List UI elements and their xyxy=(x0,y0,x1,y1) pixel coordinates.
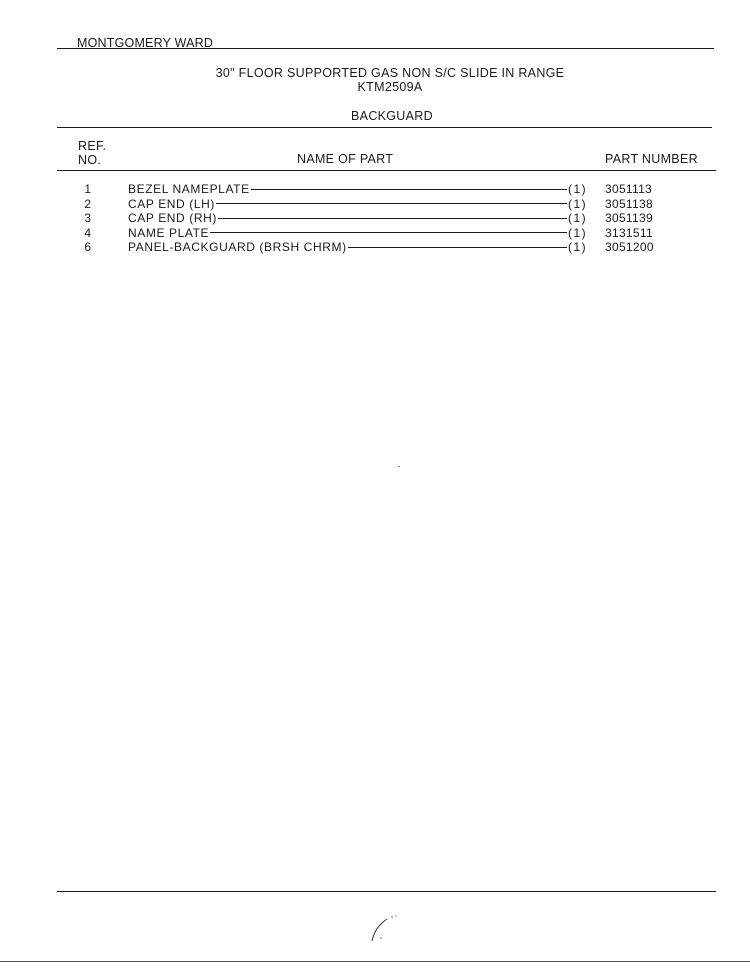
top-divider xyxy=(57,48,714,49)
dot-leader xyxy=(251,189,567,190)
document-title: 30" FLOOR SUPPORTED GAS NON S/C SLIDE IN RANGE xyxy=(215,66,565,80)
part-name: PANEL-BACKGUARD (BRSH CHRM) xyxy=(128,240,347,254)
quantity: (1) xyxy=(568,182,588,196)
table-row xyxy=(0,226,750,241)
brand-name: MONTGOMERY WARD xyxy=(77,36,214,50)
name-column-header: NAME OF PART xyxy=(297,152,394,166)
table-row xyxy=(0,211,750,226)
bottom-divider xyxy=(57,891,716,892)
quantity: (1) xyxy=(568,225,588,240)
part-name: NAME PLATE xyxy=(128,225,210,240)
ref-column-header xyxy=(78,139,106,167)
dot-leader xyxy=(210,232,567,233)
page-mark xyxy=(365,912,405,948)
quantity: (1) xyxy=(568,240,588,254)
ref-number: 2 xyxy=(84,196,92,211)
parts-list xyxy=(0,182,750,255)
part-number: 3131511 xyxy=(605,225,653,240)
part-name: CAP END (RH) xyxy=(128,211,217,225)
ref-number: 6 xyxy=(84,240,92,254)
section-title: BACKGUARD xyxy=(351,109,433,123)
scan-speck xyxy=(398,466,400,467)
footer-divider xyxy=(0,961,750,962)
table-row xyxy=(0,240,750,255)
dot-leader xyxy=(216,203,567,204)
part-name-cell xyxy=(128,240,568,254)
part-name-cell xyxy=(128,226,568,240)
quantity: (1) xyxy=(568,196,588,211)
part-number: 3051138 xyxy=(605,196,653,211)
column-header-divider xyxy=(57,170,716,171)
model-number: KTM2509A xyxy=(357,80,423,94)
ref-header-line1: REF. xyxy=(78,139,107,153)
part-number: 3051113 xyxy=(605,182,653,196)
part-name-cell xyxy=(128,197,568,211)
ref-number: 1 xyxy=(84,182,92,196)
table-row xyxy=(0,197,750,212)
part-number: 3051139 xyxy=(605,211,653,225)
header-divider xyxy=(57,127,712,128)
part-name-cell xyxy=(128,211,568,225)
part-name: CAP END (LH) xyxy=(128,196,215,211)
part-name: BEZEL NAMEPLATE xyxy=(128,182,250,196)
dot-leader xyxy=(348,247,567,248)
part-name-cell xyxy=(128,182,568,196)
ref-number: 4 xyxy=(84,225,92,240)
part-number: 3051200 xyxy=(605,240,654,254)
dot-leader xyxy=(218,218,567,219)
quantity: (1) xyxy=(568,211,588,225)
ref-number: 3 xyxy=(84,211,92,225)
ref-header-line2: NO. xyxy=(78,153,102,167)
part-number-column-header: PART NUMBER xyxy=(605,152,698,166)
table-row xyxy=(0,182,750,197)
